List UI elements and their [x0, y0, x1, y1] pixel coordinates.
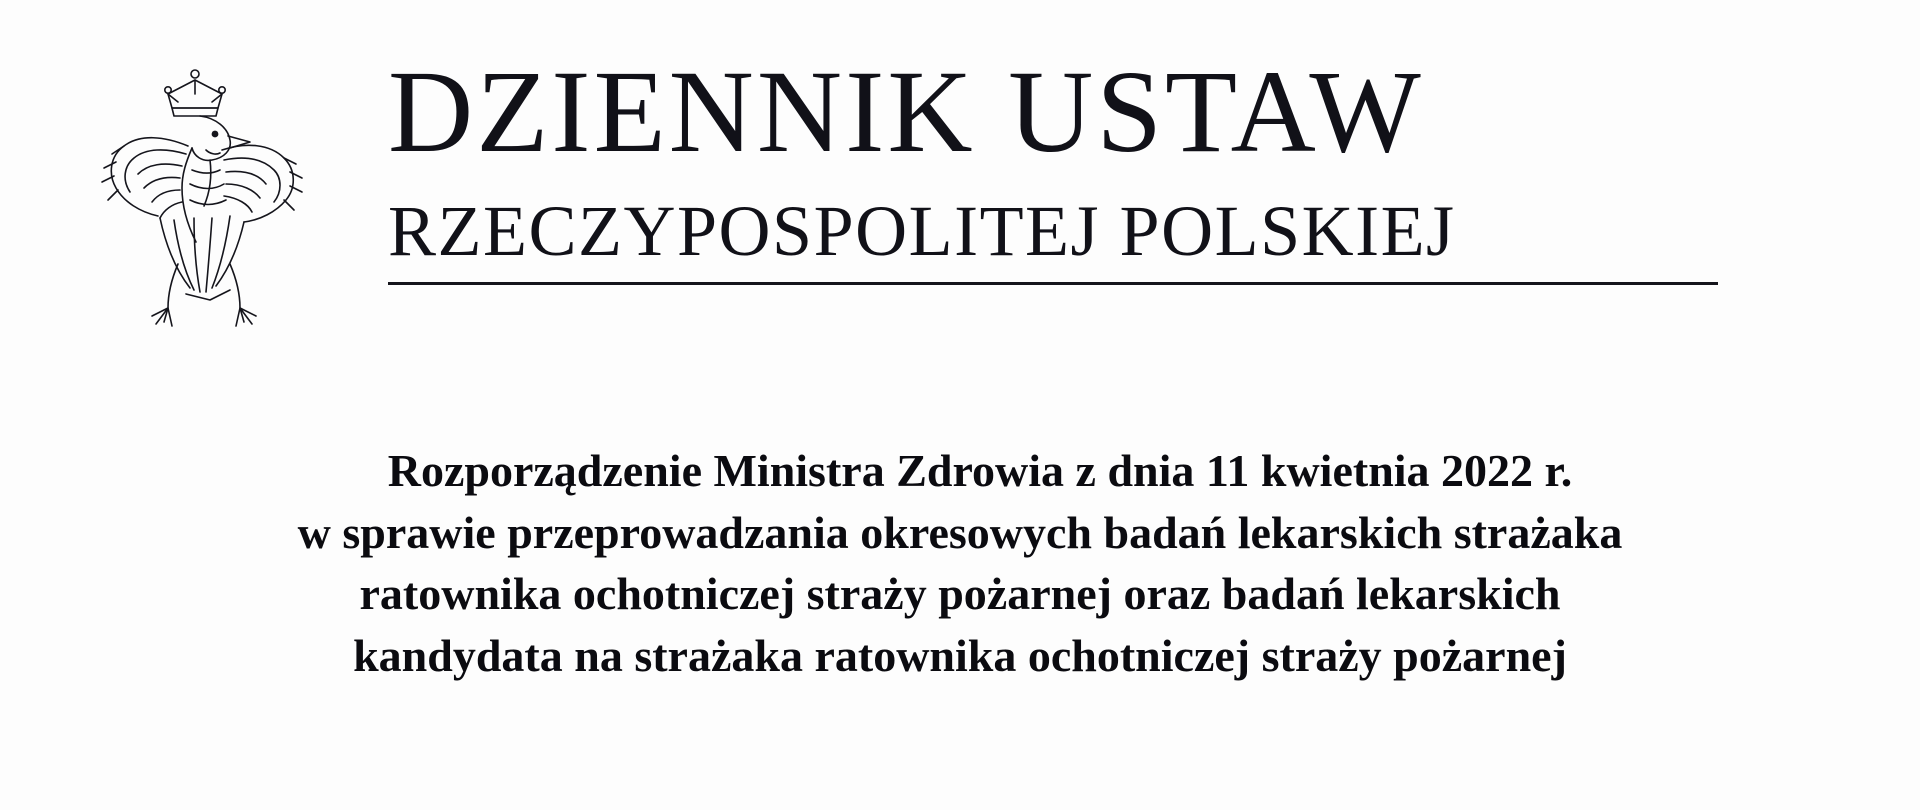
title-rzeczypospolitej-polskiej: RZECZYPOSPOLITEJ POLSKIEJ [388, 191, 1456, 272]
act-title-line-4: kandydata na strażaka ratownika ochotniczej straży pożarnej [353, 629, 1567, 681]
act-title-line-3: ratownika ochotniczej straży pożarnej oraz badań lekarskich [359, 568, 1561, 620]
masthead [0, 30, 1920, 360]
act-title [0, 440, 1920, 687]
eagle-emblem-icon [60, 50, 330, 340]
masthead-divider [388, 282, 1718, 285]
masthead-titles [388, 46, 1738, 285]
act-title-line-1: Rozporządzenie Ministra Zdrowia z dnia 11 kwietnia 2022 r. [387, 445, 1573, 496]
title-dziennik-ustaw: DZIENNIK USTAW [388, 46, 1424, 177]
act-title-line-2: w sprawie przeprowadzania okresowych badań lekarskich strażaka [297, 506, 1623, 558]
